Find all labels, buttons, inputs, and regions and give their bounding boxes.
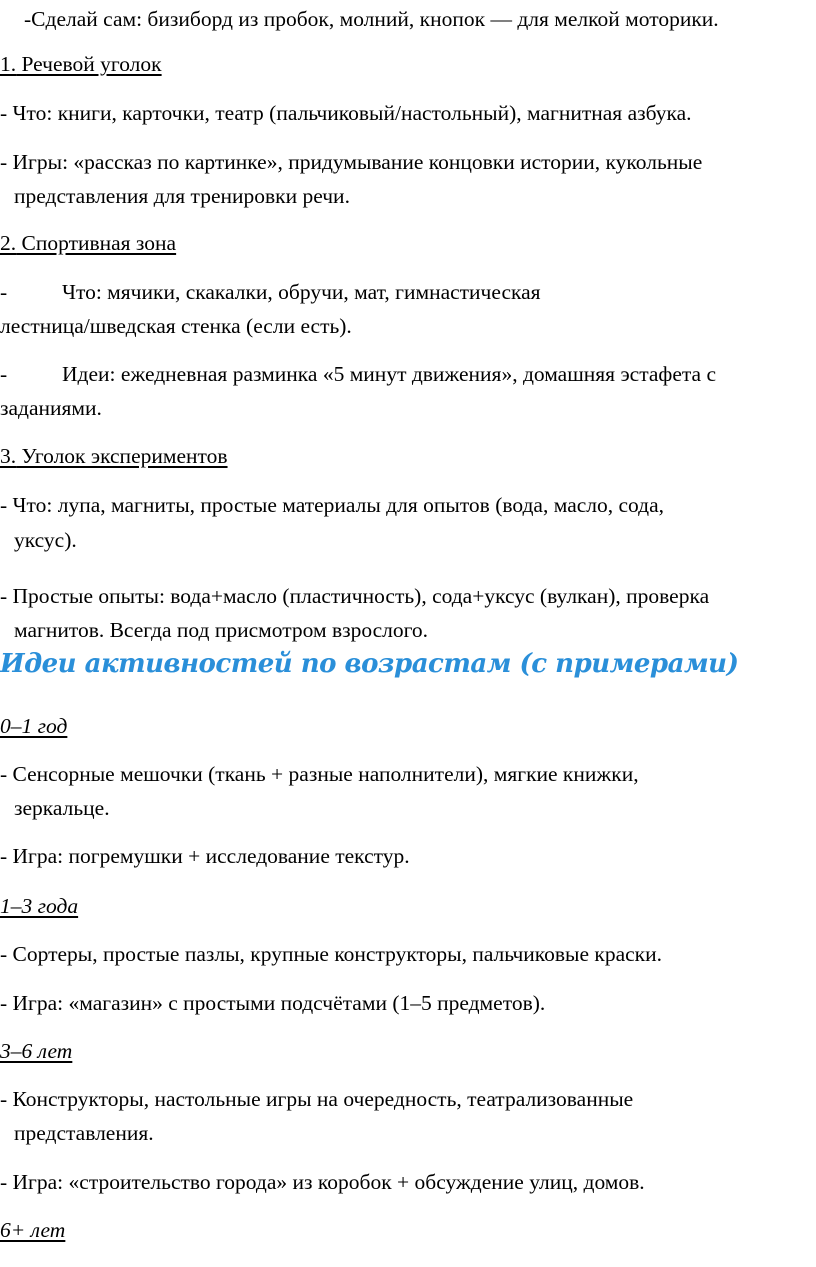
age-label: 1–3 года (0, 894, 79, 918)
section-2-line: лестница/шведская стенка (если есть). (0, 314, 352, 338)
section-3-line: - Что: лупа, магниты, простые материалы для опытов (вода, масло, сода, (0, 493, 665, 517)
intro-line: -Сделай сам: бизиборд из пробок, молний, кнопок — для мелкой моторики. (24, 7, 719, 31)
section-1-heading: 1. Речевой уголок (0, 52, 162, 76)
age-label: 0–1 год (0, 714, 68, 738)
age-line: - Сортеры, простые пазлы, крупные конструкторы, пальчиковые краски. (0, 942, 662, 966)
age-line: представления. (14, 1121, 154, 1145)
section-3-heading: 3. Уголок экспериментов (0, 444, 228, 468)
section-2-line: заданиями. (0, 396, 102, 420)
section-3-line: уксус). (14, 528, 77, 552)
age-line: - Игра: «строительство города» из коробок + обсуждение улиц, домов. (0, 1170, 645, 1194)
section-2-line: - Что: мячики, скакалки, обручи, мат, гимнастическая (0, 280, 541, 304)
section-1-line: представления для тренировки речи. (14, 184, 350, 208)
section-1-line: - Игры: «рассказ по картинке», придумывание концовки истории, кукольные (0, 150, 703, 174)
age-line: - Игра: «магазин» с простыми подсчётами (1–5 предметов). (0, 991, 546, 1015)
age-line: - Игра: погремушки + исследование текстур. (0, 844, 410, 868)
section-1-line: - Что: книги, карточки, театр (пальчиковый/настольный), магнитная азбука. (0, 101, 692, 125)
age-line: зеркальце. (14, 796, 110, 820)
section-2-heading: 2. Спортивная зона (0, 231, 177, 255)
age-activities-heading: Идеи активностей по возрастам (с примерами) (0, 649, 739, 679)
section-2-line: - Идеи: ежедневная разминка «5 минут движения», домашняя эстафета с (0, 362, 717, 386)
age-label: 6+ лет (0, 1218, 66, 1242)
section-3-line: - Простые опыты: вода+масло (пластичность), сода+уксус (вулкан), проверка (0, 584, 710, 608)
age-line: - Сенсорные мешочки (ткань + разные наполнители), мягкие книжки, (0, 762, 639, 786)
age-line: - Конструкторы, настольные игры на очередность, театрализованные (0, 1087, 634, 1111)
age-label: 3–6 лет (0, 1039, 73, 1063)
section-3-line: магнитов. Всегда под присмотром взрослого. (14, 618, 429, 642)
